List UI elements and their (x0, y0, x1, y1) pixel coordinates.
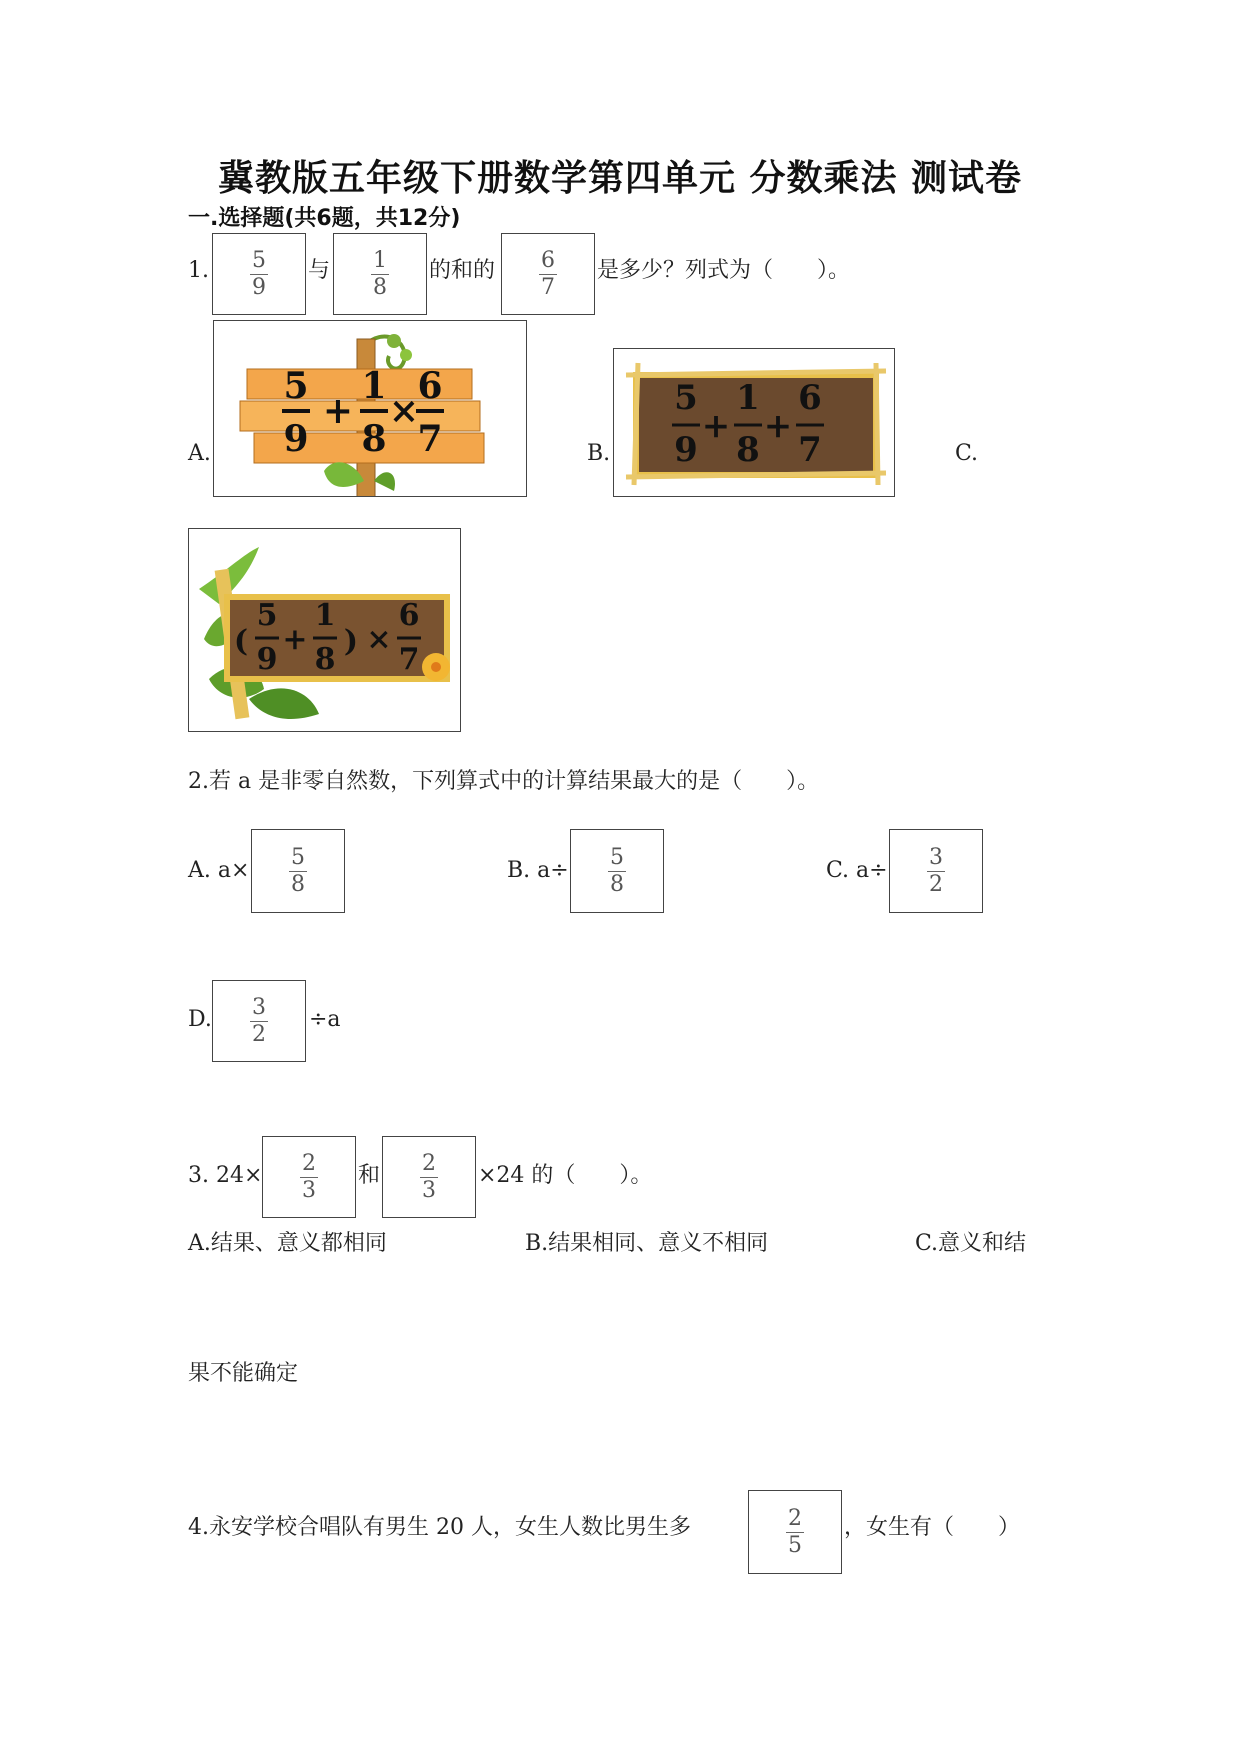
q1-text-1: 与 (308, 258, 331, 283)
q2-option-d[interactable]: D. (188, 1007, 212, 1032)
q1-fraction-1 (212, 233, 306, 315)
q3-option-c[interactable]: C.意义和结 (915, 1231, 1027, 1256)
q1-option-b-label[interactable]: B. (587, 441, 611, 466)
q3-option-b[interactable]: B.结果相同、意义不相同 (525, 1231, 769, 1256)
imgB-n2: 1 (736, 378, 760, 418)
imgA-d2: 8 (361, 418, 387, 460)
imgA-op2: × (388, 390, 420, 432)
q2-option-c-fraction (889, 829, 983, 913)
q2-option-b-fraction (570, 829, 664, 913)
imgA-d3: 7 (417, 418, 443, 460)
numerator: 1 (373, 247, 387, 273)
imgC-n1: 5 (256, 598, 278, 633)
imgC-d2: 8 (314, 642, 336, 677)
denominator: 8 (291, 871, 305, 897)
denominator: 2 (929, 871, 943, 897)
q2-stem: 2.若 a 是非零自然数，下列算式中的计算结果最大的是（ ）。 (188, 769, 820, 794)
imgB-op2: + (763, 406, 793, 446)
numerator: 3 (929, 844, 943, 870)
denominator: 7 (541, 274, 555, 300)
imgC-op1: + (282, 622, 308, 657)
q1-option-c-label[interactable]: C. (955, 441, 979, 466)
q1-option-c-image[interactable] (188, 528, 461, 732)
numerator: 2 (302, 1150, 316, 1176)
numerator: 2 (422, 1150, 436, 1176)
q3-fraction-1 (262, 1136, 356, 1218)
numerator: 5 (291, 844, 305, 870)
q4-stem-post: ，女生有（ ） (844, 1515, 1021, 1540)
denominator: 2 (252, 1021, 266, 1047)
q1-option-b-image[interactable] (613, 348, 895, 497)
denominator: 3 (302, 1177, 316, 1203)
imgA-n3: 6 (417, 365, 443, 407)
q1-fraction-2 (333, 233, 427, 315)
q2-option-b[interactable]: B. a÷ (507, 858, 569, 883)
denominator: 5 (788, 1532, 802, 1558)
q4-stem-pre: 4.永安学校合唱队有男生 20 人，女生人数比男生多 (188, 1515, 691, 1540)
q1-option-a-image[interactable] (213, 320, 527, 497)
denominator: 3 (422, 1177, 436, 1203)
imgB-d1: 9 (674, 430, 698, 470)
q1-option-a-label[interactable]: A. (188, 441, 211, 466)
q3-stem-pre: 3. 24× (188, 1163, 263, 1188)
q3-stem-mid: 和 (358, 1163, 381, 1188)
q1-text-2: 的和的 (429, 258, 496, 283)
numerator: 2 (788, 1505, 802, 1531)
imgA-n2: 1 (361, 365, 387, 407)
q1-text-3: 是多少？列式为（ ）。 (597, 258, 851, 283)
denominator: 8 (373, 274, 387, 300)
section-heading: 一.选择题(共6题，共12分) (188, 206, 461, 231)
q4-fraction (748, 1490, 842, 1574)
imgC-op2: × (366, 622, 392, 657)
imgC-rp: ) (343, 624, 359, 659)
imgB-n1: 5 (674, 378, 698, 418)
q3-option-c-continued: 果不能确定 (188, 1361, 299, 1386)
imgA-n1: 5 (283, 365, 309, 407)
q2-option-d-fraction (212, 980, 306, 1062)
q3-stem-post: ×24 的（ ）。 (478, 1163, 653, 1188)
imgB-d2: 8 (736, 430, 760, 470)
numerator: 5 (610, 844, 624, 870)
imgC-lp: ( (233, 624, 249, 659)
imgB-op1: + (701, 406, 731, 446)
page-title: 冀教版五年级下册数学第四单元 分数乘法 测试卷 (217, 158, 1023, 199)
imgA-op1: + (322, 390, 354, 432)
imgB-d3: 7 (798, 430, 822, 470)
q2-option-c[interactable]: C. a÷ (826, 858, 888, 883)
q1-number: 1. (188, 258, 209, 283)
q2-option-a-fraction (251, 829, 345, 913)
numerator: 6 (541, 247, 555, 273)
numerator: 3 (252, 994, 266, 1020)
denominator: 8 (610, 871, 624, 897)
numerator: 5 (252, 247, 266, 273)
denominator: 9 (252, 274, 266, 300)
imgC-d3: 7 (398, 642, 420, 677)
imgA-d1: 9 (283, 418, 309, 460)
imgB-n3: 6 (798, 378, 822, 418)
q3-option-a[interactable]: A.结果、意义都相同 (188, 1231, 387, 1256)
imgC-n2: 1 (314, 598, 336, 633)
imgC-n3: 6 (398, 598, 420, 633)
q2-option-a[interactable]: A. a× (188, 858, 250, 883)
q2-option-d-tail: ÷a (309, 1007, 341, 1032)
q3-fraction-2 (382, 1136, 476, 1218)
q1-fraction-3 (501, 233, 595, 315)
imgC-d1: 9 (256, 642, 278, 677)
